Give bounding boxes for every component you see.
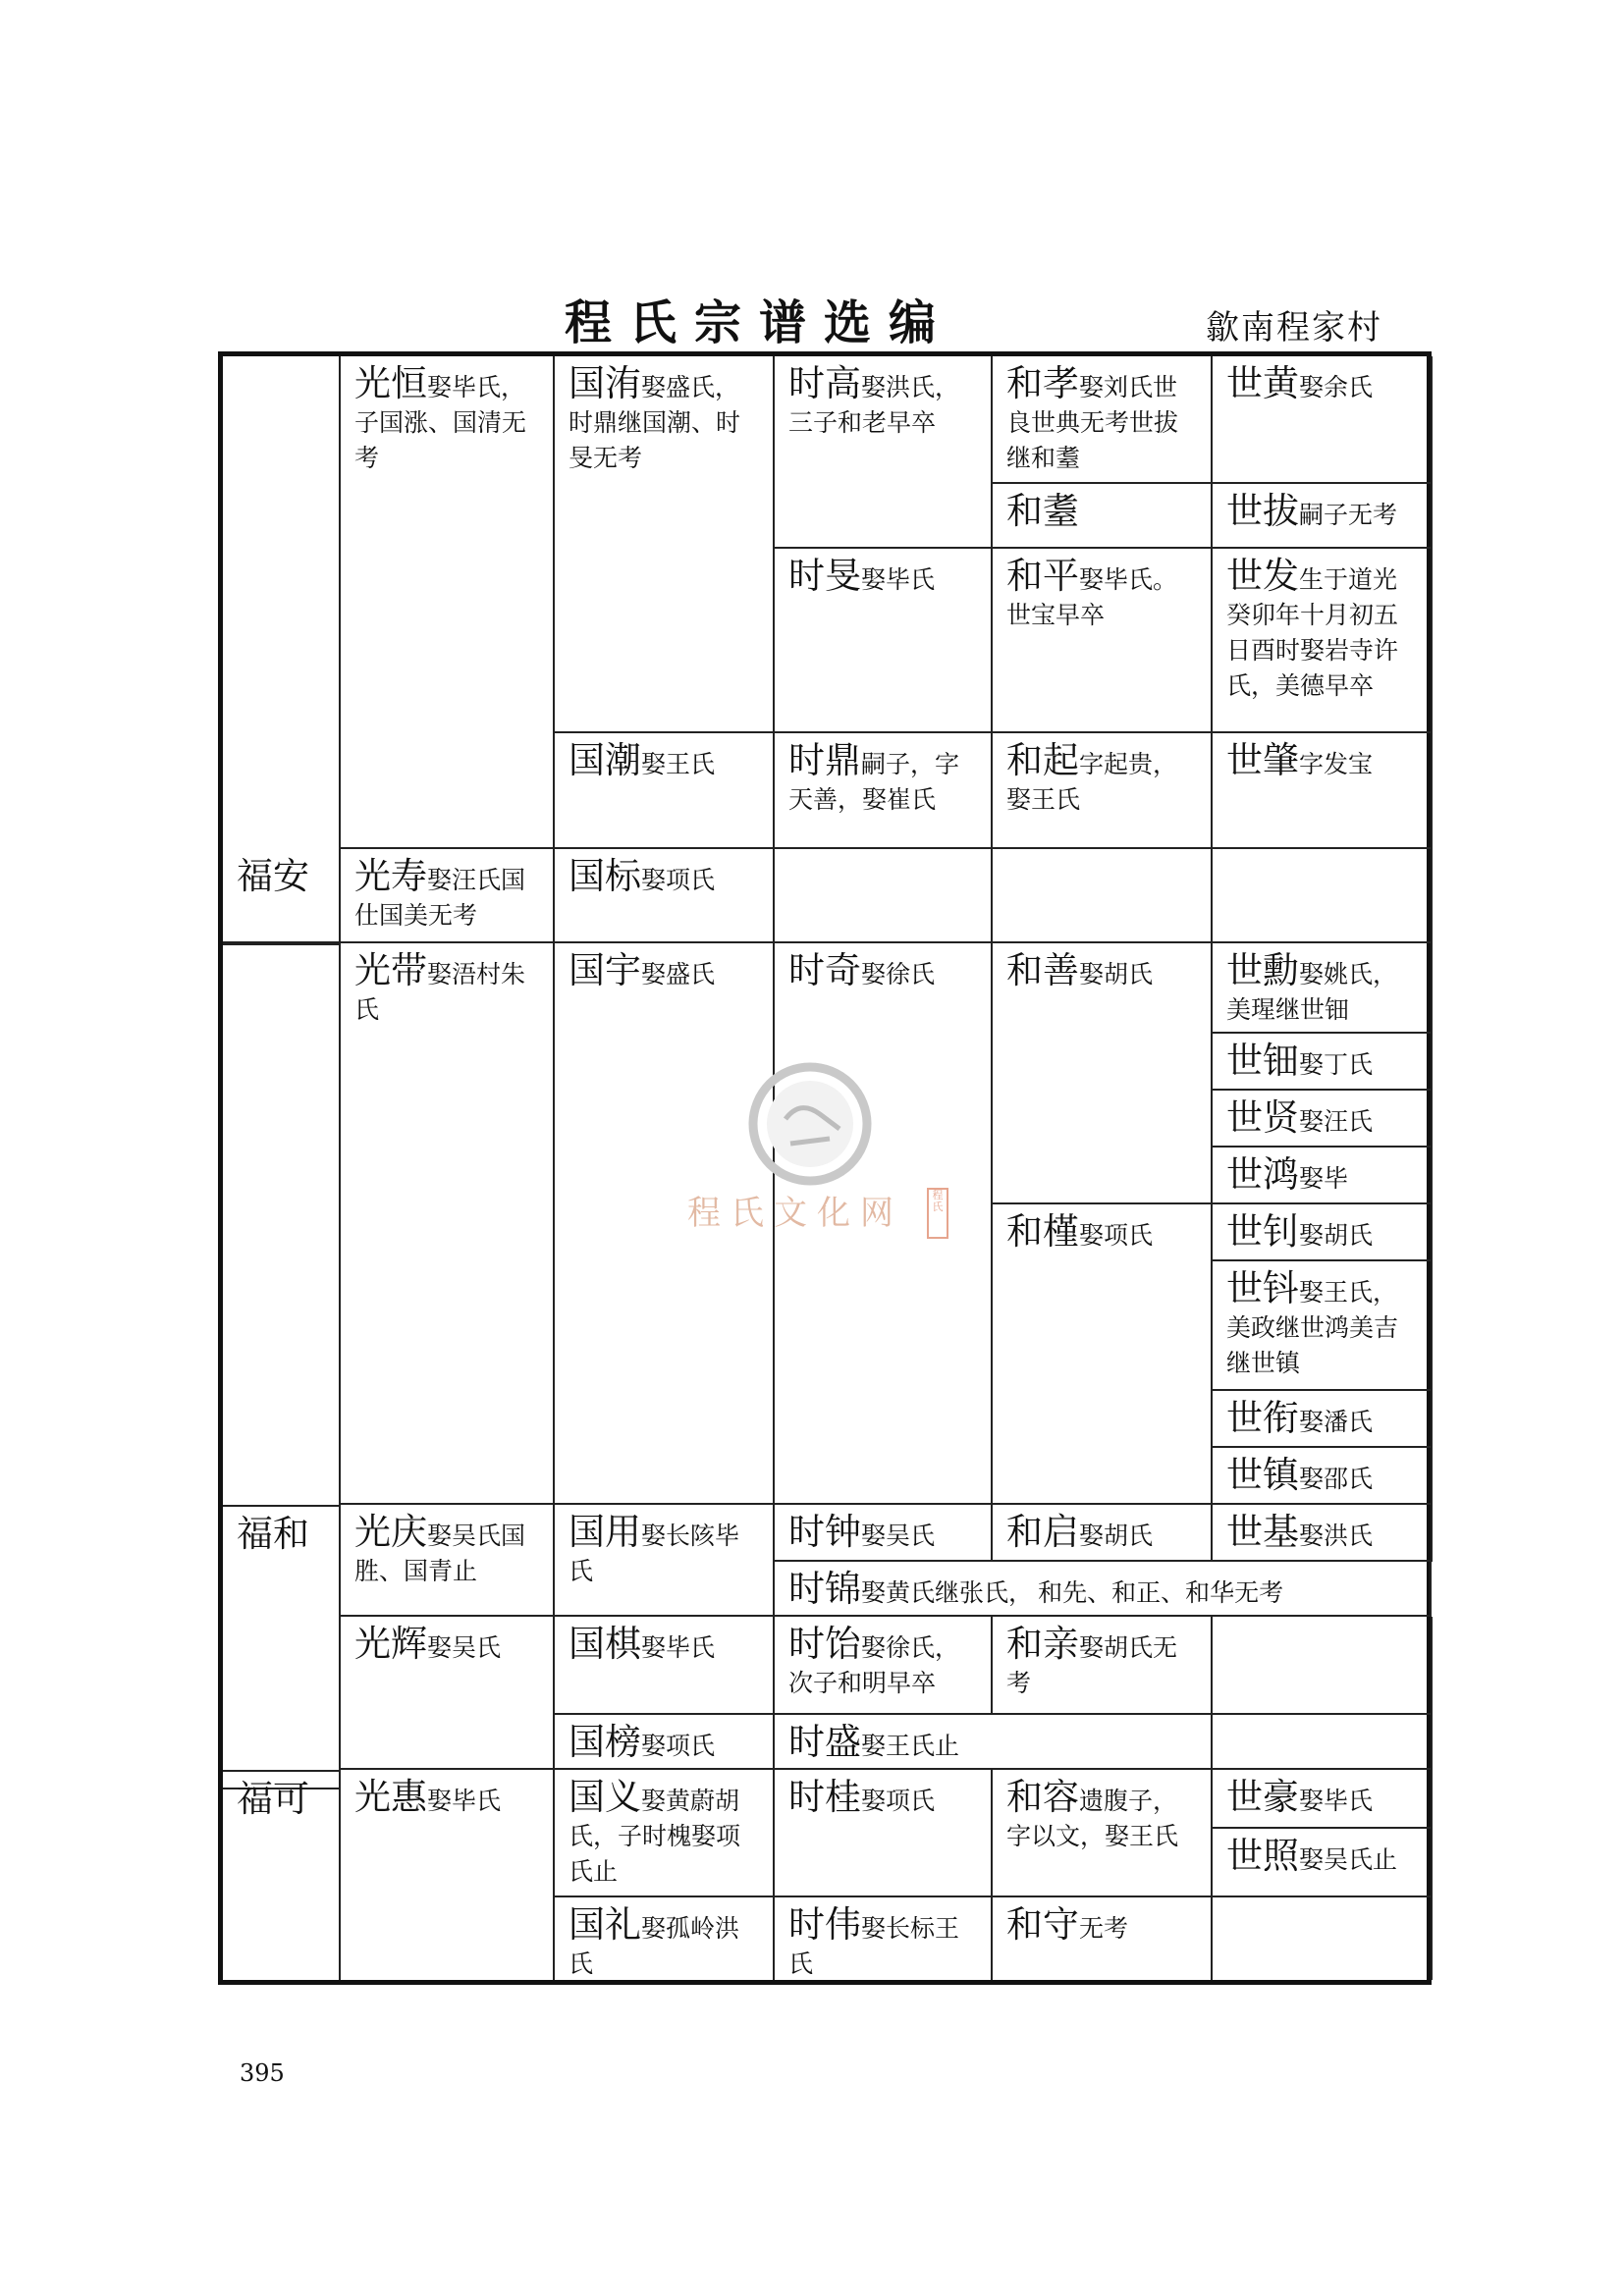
place-name: 歙南程家村 (1206, 308, 1382, 347)
g6-dian-text: 娶丁氏 (1299, 1050, 1374, 1079)
g6-ji (1213, 1505, 1433, 1562)
g3-bang-text: 娶项氏 (641, 1732, 716, 1760)
g6-empty (1213, 849, 1433, 943)
g4-qi-text: 娶徐氏 (861, 960, 936, 988)
g1-empty (223, 356, 341, 849)
g3-li-text: 娶孤岭洪氏 (568, 1914, 740, 1978)
g6-huang-name: 世黄 (1226, 362, 1299, 404)
g6-zhen-text: 娶邵氏 (1299, 1465, 1374, 1493)
g4-wei-text: 娶长标王氏 (788, 1914, 960, 1978)
g3-qi-name: 国棋 (568, 1623, 641, 1665)
watermark-text: 程氏文化网 (687, 1194, 903, 1233)
g6-dou-name: 世钭 (1226, 1267, 1299, 1309)
g6-heng (1213, 1391, 1433, 1448)
g5-rong-name: 和容 (1006, 1776, 1079, 1818)
g6-dian (1213, 1034, 1433, 1091)
g6-xian-text: 娶汪氏 (1299, 1107, 1374, 1136)
g5-qi2-text: 娶胡氏 (1079, 1522, 1154, 1550)
g2-hui2-name: 光惠 (354, 1776, 427, 1818)
watermark-seal: 程氏 (927, 1188, 948, 1239)
g6-fa (1213, 549, 1433, 733)
g4-jin-name: 时锦 (788, 1568, 861, 1610)
g4-ding (775, 733, 993, 849)
g4-zhong-name: 时钟 (788, 1511, 861, 1553)
g4-ding-name: 时鼎 (788, 739, 861, 781)
g6-hong (1213, 1148, 1433, 1204)
g4-empty (775, 849, 993, 943)
g4-gui (775, 1770, 993, 1897)
g4-yi (775, 1617, 993, 1715)
g4-yi-name: 时饴 (788, 1623, 861, 1665)
g6-hong-text: 娶毕 (1299, 1164, 1349, 1193)
g2-dai (341, 943, 555, 1505)
g6-zhao-text: 字发宝 (1299, 750, 1374, 778)
g6-xun-name: 世勳 (1226, 949, 1299, 991)
g2-heng-name: 光恒 (354, 362, 427, 404)
g6-zhao2 (1213, 1829, 1433, 1897)
g6-ba-name: 世拔 (1226, 490, 1299, 532)
g6-xian (1213, 1091, 1433, 1148)
g3-yi-name: 国义 (568, 1776, 641, 1818)
g6-dou-text: 娶王氏，美政继世鸿美吉继世镇 (1226, 1278, 1399, 1377)
g2-shou (341, 849, 555, 943)
g4-zhong (775, 1505, 993, 1562)
g4-qi-name: 时奇 (788, 949, 861, 991)
g5-rong-text: 遗腹子，字以文，娶王氏 (1006, 1787, 1179, 1850)
g3-yi-text: 娶黄蔚胡氏，子时槐娶项氏止 (568, 1787, 741, 1886)
g5-die (993, 484, 1213, 549)
g5-qi-name: 和起 (1006, 739, 1079, 781)
g6-hao-name: 世豪 (1226, 1776, 1299, 1818)
g2-dai-text: 娶浯村朱氏 (354, 960, 526, 1024)
g6-xun (1213, 943, 1433, 1034)
g4-zhong-text: 娶吴氏 (861, 1522, 936, 1550)
g4-ding-text: 嗣子，字天善，娶崔氏 (788, 750, 960, 814)
g5-shan-text: 娶胡氏 (1079, 960, 1154, 988)
g6-dou (1213, 1261, 1433, 1391)
g6-huang (1213, 356, 1433, 484)
g5-shou-text: 无考 (1079, 1914, 1129, 1943)
g5-ping (993, 549, 1213, 733)
g2-qing (341, 1505, 555, 1617)
page-title: 程氏宗谱选编 (565, 295, 954, 350)
g6-empty2 (1213, 1617, 1433, 1715)
g6-dian-name: 世钿 (1226, 1040, 1299, 1082)
g6-hong-name: 世鸿 (1226, 1153, 1299, 1196)
g6-hao (1213, 1770, 1433, 1829)
g3-biao-name: 国标 (568, 855, 641, 897)
g2-shou-text: 娶汪氏国仕国美无考 (354, 866, 526, 930)
g6-heng-name: 世衔 (1226, 1397, 1299, 1439)
g3-qi-text: 娶毕氏 (641, 1633, 716, 1662)
g3-bang-name: 国榜 (568, 1721, 641, 1763)
g5-qin-text: 娶胡氏无考 (1006, 1633, 1178, 1697)
page-number: 395 (240, 2059, 285, 2087)
g4-jin (775, 1562, 1432, 1617)
g6-zhen (1213, 1448, 1433, 1505)
g5-xiao (993, 356, 1213, 484)
g5-qin-name: 和亲 (1006, 1623, 1079, 1665)
g2-heng (341, 356, 555, 849)
g1-fuan: 福安 (223, 849, 341, 943)
g6-xun-text: 娶姚氏，美瑆继世钿 (1226, 960, 1398, 1024)
g3-wei-name: 国洧 (568, 362, 641, 404)
g3-bang (555, 1715, 775, 1770)
g4-gao-text: 娶洪氏，三子和老早卒 (788, 373, 960, 437)
g1-fuke: 福可 (223, 1770, 341, 1980)
g2-hui (341, 1617, 555, 1770)
g4-wei (775, 1897, 993, 1980)
g5-rong (993, 1770, 1213, 1897)
g3-qi (555, 1617, 775, 1715)
g5-jin (993, 1204, 1213, 1505)
g5-jin-text: 娶项氏 (1079, 1221, 1154, 1250)
g3-yu-name: 国宇 (568, 949, 641, 991)
g3-chao (555, 733, 775, 849)
g4-wei-name: 时伟 (788, 1903, 861, 1946)
g5-qi2-name: 和启 (1006, 1511, 1079, 1553)
g3-yong-name: 国用 (568, 1511, 641, 1553)
g5-empty (993, 849, 1213, 943)
g3-li-name: 国礼 (568, 1903, 641, 1946)
g5-qin (993, 1617, 1213, 1715)
g5-jin-name: 和槿 (1006, 1210, 1079, 1253)
g4-gao (775, 356, 993, 549)
g5-shan (993, 943, 1213, 1204)
g6-ji-text: 娶洪氏 (1299, 1522, 1374, 1550)
g5-xiao-text: 娶刘氏世良世典无考世拔继和耋 (1006, 373, 1179, 472)
g3-wei (555, 356, 775, 733)
g5-shou (993, 1897, 1213, 1980)
g6-zhao (1213, 733, 1433, 849)
g2-qing-name: 光庆 (354, 1511, 427, 1553)
g2-hui2 (341, 1770, 555, 1980)
g6-diao-text: 娶胡氏 (1299, 1221, 1374, 1250)
g5-shan-name: 和善 (1006, 949, 1079, 991)
g2-hui-name: 光辉 (354, 1623, 427, 1665)
g4-gao-name: 时高 (788, 362, 861, 404)
g6-ji-name: 世基 (1226, 1511, 1299, 1553)
g5-ping-name: 和平 (1006, 555, 1079, 597)
g4-min (775, 549, 993, 733)
g2-hui2-text: 娶毕氏 (427, 1787, 502, 1815)
g2-shou-name: 光寿 (354, 855, 427, 897)
g5-xiao-name: 和孝 (1006, 362, 1079, 404)
g4-yi-text: 娶徐氏，次子和明早卒 (788, 1633, 960, 1697)
g3-chao-text: 娶王氏 (641, 750, 716, 778)
g4-min-name: 时旻 (788, 555, 861, 597)
g6-ba-text: 嗣子无考 (1299, 501, 1398, 529)
g5-die-name: 和耋 (1006, 490, 1079, 532)
g6-empty4 (1213, 1897, 1433, 1980)
g3-yi (555, 1770, 775, 1897)
g3-biao-text: 娶项氏 (641, 866, 716, 894)
g5-qi-text: 字起贵，娶王氏 (1006, 750, 1178, 814)
g4-min-text: 娶毕氏 (861, 565, 936, 594)
g6-empty3 (1213, 1715, 1433, 1770)
g3-yong (555, 1505, 775, 1617)
g6-diao-name: 世钊 (1226, 1210, 1299, 1253)
g6-huang-text: 娶余氏 (1299, 373, 1374, 401)
g6-fa-text: 生于道光癸卯年十月初五日酉时娶岩寺许氏，美德早卒 (1226, 565, 1399, 700)
g6-diao (1213, 1204, 1433, 1261)
g3-biao (555, 849, 775, 943)
g2-dai-name: 光带 (354, 949, 427, 991)
g2-heng-text: 娶毕氏，子国涨、国清无考 (354, 373, 527, 472)
g6-ba (1213, 484, 1433, 549)
g6-zhao2-text: 娶吴氏止 (1299, 1845, 1398, 1874)
g6-heng-text: 娶潘氏 (1299, 1408, 1374, 1436)
g4-jin-text: 娶黄氏继张氏， (861, 1578, 1034, 1607)
g6-hao-text: 娶毕氏 (1299, 1787, 1374, 1815)
watermark-seal-icon (746, 1060, 874, 1188)
g6-zhao2-name: 世照 (1226, 1835, 1299, 1877)
g4-sheng (775, 1715, 1213, 1770)
g4-sheng-text: 娶王氏止 (861, 1732, 960, 1760)
g4-sheng-name: 时盛 (788, 1721, 861, 1763)
g3-wei-text: 娶盛氏，时鼎继国潮、时旻无考 (568, 373, 741, 472)
g5-shou-name: 和守 (1006, 1903, 1079, 1946)
g6-fa-name: 世发 (1226, 555, 1299, 597)
g6-xian-name: 世贤 (1226, 1096, 1299, 1139)
g4-gui-name: 时桂 (788, 1776, 861, 1818)
g6-zhen-name: 世镇 (1226, 1454, 1299, 1496)
g3-chao-name: 国潮 (568, 739, 641, 781)
g3-li (555, 1897, 775, 1980)
g5-ping-text: 娶毕氏。世宝早卒 (1006, 565, 1178, 629)
g3-yong-text: 娶长陔毕氏 (568, 1522, 740, 1585)
g5-qi (993, 733, 1213, 849)
g3-yu-text: 娶盛氏 (641, 960, 716, 988)
g6-zhao-name: 世肇 (1226, 739, 1299, 781)
g4-jin-text2: 和先、和正、和华无考 (1038, 1578, 1284, 1607)
g5-qi2 (993, 1505, 1213, 1562)
g2-hui-text: 娶吴氏 (427, 1633, 502, 1662)
g2-qing-text: 娶吴氏国胜、国青止 (354, 1522, 526, 1585)
g4-gui-text: 娶项氏 (861, 1787, 936, 1815)
g1-fuhe: 福和 (223, 1505, 341, 1789)
